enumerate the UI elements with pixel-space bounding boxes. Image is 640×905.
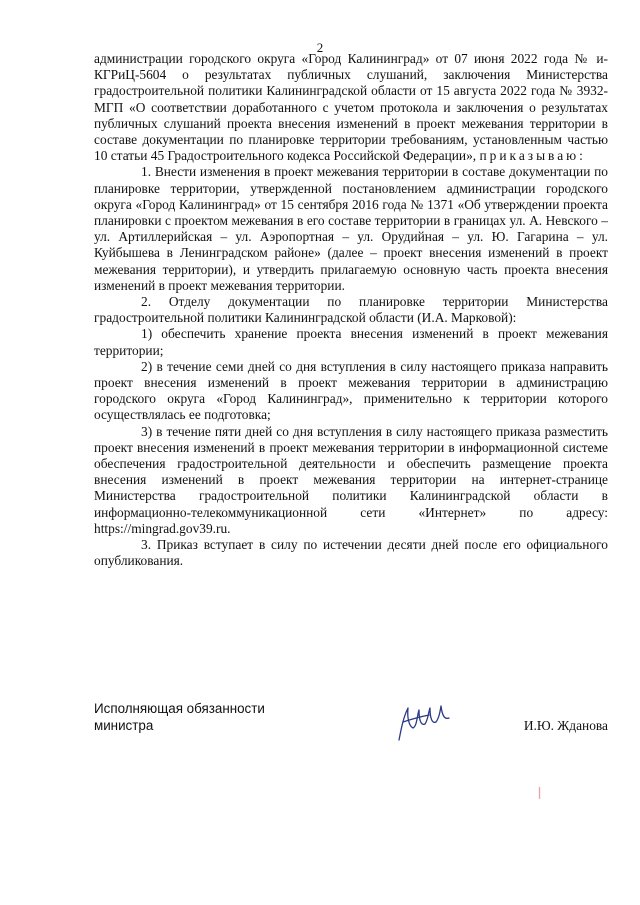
paragraph-item-2: 2. Отделу документации по планировке территории Министерства градостроительной политики Калининградской области (И.А. Марковой): <box>94 294 608 326</box>
paragraph-subitem-3: 3) в течение пяти дней со дня вступления в силу настоящего приказа разместить проект внесения изменений в проект межевания территории в информационной системе обеспечения градостроительной деятельности и обеспечить размещение проекта внесения изменений в проект межевания территории на интернет-странице Министерства градостроительной политики Калининградской области в информационно-телекоммуникационной сети «Интернет» по адресу: https://mingrad.gov39.ru. <box>94 423 608 536</box>
document-body <box>94 51 608 570</box>
order-keyword: приказываю: <box>479 148 586 164</box>
stamp-mark <box>538 787 541 799</box>
paragraph-preamble <box>94 51 608 164</box>
signatory-name: И.Ю. Жданова <box>523 718 608 733</box>
stamp-mark-line <box>539 787 540 799</box>
signatory-title-line2: министра <box>94 718 154 733</box>
signature-stroke <box>399 706 449 740</box>
signatory-title <box>94 700 265 734</box>
paragraph-item-3: 3. Приказ вступает в силу по истечении десяти дней после его официального опубликования. <box>94 537 608 569</box>
paragraph-subitem-2: 2) в течение семи дней со дня вступления в силу настоящего приказа направить проект внесения изменений в проект межевания территории в администрацию городского округа «Город Калининград», применительно к территории которого осуществлялась ее подготовка; <box>94 358 608 423</box>
signatory-title-line1: Исполняющая обязанности <box>94 701 265 716</box>
handwritten-signature <box>395 700 453 744</box>
paragraph-item-1: 1. Внести изменения в проект межевания территории в составе документации по планировке территории, утвержденной постановлением администрации городского округа «Город Калининград» от 15 сентября 2016 года № 1371 «Об утверждении проекта планировки с проектом межевания в его составе территории в границах ул. А. Невского – ул. Артиллерийская – ул. Аэропортная – ул. Орудийная – ул. Ю. Гагарина – ул. Куйбышева в Ленинградском районе» (далее – проект внесения изменений в проект межевания территории), и утвердить прилагаемую основную часть проекта внесения изменений в проект межевания территории. <box>94 164 608 293</box>
paragraph-subitem-1: 1) обеспечить хранение проекта внесения изменений в проект межевания территории; <box>94 326 608 358</box>
preamble-text: администрации городского округа «Город Калининград» от 07 июня 2022 года № и-КГРиЦ-5604 о результатах публичных слушаний, заключения Министерства градостроительной политики Калининградской области от 15 августа 2022 года № 3932-МГП «О соответствии доработанного с учетом протокола и заключения о результатах публичных слушаний проекта внесения изменений в проект межевания территории в составе документации по планировке территории требованиям, установленным частью 10 статьи 45 Градостроительного кодекса Российской Федерации», <box>94 51 608 164</box>
page-number: 2 <box>316 40 324 55</box>
